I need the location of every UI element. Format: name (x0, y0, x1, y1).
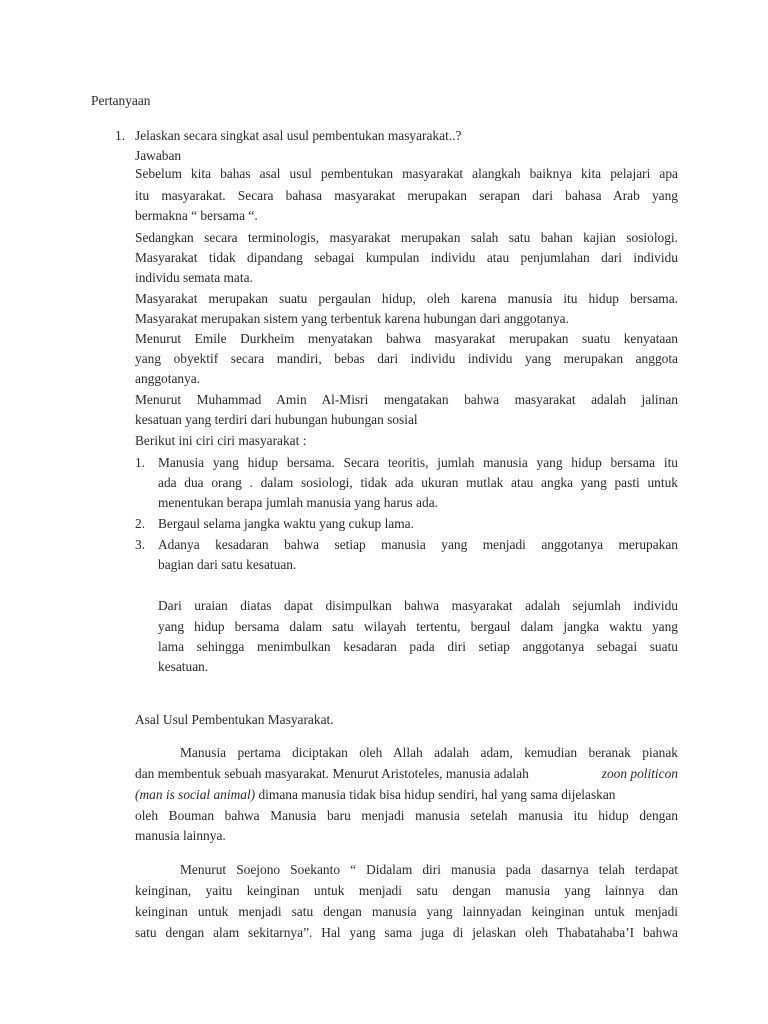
paragraph-line: keinginan untuk menjadi satu dengan manusia yang lainnyadan keinginan untuk menjadi (135, 904, 678, 919)
trait-number: 3. (135, 537, 146, 552)
paragraph-text: dimana manusia tidak bisa hidup sendiri, hal yang sama dijelaskan (255, 787, 616, 802)
answer-line: Sedangkan secara terminologis, masyarakat merupakan salah satu bahan kajian sosiologi. (135, 230, 678, 245)
trait-line: bagian dari satu kesatuan. (158, 557, 297, 572)
answer-line: Sebelum kita bahas asal usul pembentukan masyarakat alangkah baiknya kita pelajari apa (135, 166, 678, 181)
answer-line: Masyarakat merupakan suatu pergaulan hidup, oleh karena manusia itu hidup bersama. (135, 291, 678, 306)
italic-term: zoon politicon (601, 766, 678, 781)
conclusion-line: Dari uraian diatas dapat disimpulkan bahwa masyarakat adalah sejumlah individu (158, 598, 678, 613)
section-title: Asal Usul Pembentukan Masyarakat. (135, 712, 334, 727)
trait-line: Adanya kesadaran bahwa setiap manusia yang menjadi anggotanya merupakan (158, 537, 678, 552)
trait-line: Bergaul selama jangka waktu yang cukup lama. (158, 516, 414, 531)
answer-line: bermakna “ bersama “. (135, 208, 258, 223)
trait-line: ada dua orang . dalam sosiologi, tidak ada ukuran mutlak atau angka yang pasti untuk (158, 475, 678, 490)
trait-line: Manusia yang hidup bersama. Secara teoritis, jumlah manusia yang hidup bersama itu (158, 455, 678, 470)
paragraph-line (135, 785, 616, 805)
question-number: 1. (115, 128, 126, 143)
paragraph-line: Manusia pertama diciptakan oleh Allah adalah adam, kemudian beranak pianak (180, 745, 678, 760)
paragraph-line: satu dengan alam sekitarnya”. Hal yang sama juga di jelaskan oleh Thabatahaba’I bahwa (135, 925, 678, 940)
question-text: Jelaskan secara singkat asal usul pembentukan masyarakat..? (135, 128, 462, 143)
answer-line: individu semata mata. (135, 270, 253, 285)
answer-line: yang obyektif secara mandiri, bebas dari individu individu yang merupakan anggota (135, 351, 678, 366)
conclusion-line: yang hidup bersama dalam satu wilayah tertentu, bergaul dalam jangka waktu yang (158, 619, 678, 634)
paragraph-line: oleh Bouman bahwa Manusia baru menjadi manusia setelah manusia itu hidup dengan (135, 808, 678, 823)
conclusion-line: lama sehingga menimbulkan kesadaran pada diri setiap anggotanya sebagai suatu (158, 639, 678, 654)
paragraph-text: dan membentuk sebuah masyarakat. Menurut Aristoteles, manusia adalah (135, 766, 533, 781)
answer-line: kesatuan yang terdiri dari hubungan hubungan sosial (135, 412, 418, 427)
answer-line: Berikut ini ciri ciri masyarakat : (135, 433, 307, 448)
answer-line: Masyarakat merupakan sistem yang terbentuk karena hubungan dari anggotanya. (135, 311, 569, 326)
paragraph-line: manusia lainnya. (135, 828, 226, 843)
answer-label: Jawaban (135, 148, 182, 163)
paragraph-line: keinginan, yaitu keinginan untuk menjadi satu dengan manusia yang lainnya dan (135, 883, 678, 898)
trait-line: menentukan berapa jumlah manusia yang harus ada. (158, 495, 438, 510)
answer-line: Menurut Emile Durkheim menyatakan bahwa masyarakat merupakan suatu kenyataan (135, 331, 678, 346)
paragraph-line: Menurut Soejono Soekanto “ Didalam diri manusia pada dasarnya telah terdapat (180, 862, 678, 877)
paragraph-line (135, 764, 678, 784)
answer-line: anggotanya. (135, 371, 201, 386)
page-heading: Pertanyaan (91, 93, 151, 108)
italic-term: (man is social animal) (135, 787, 256, 802)
answer-line: itu masyarakat. Secara bahasa masyarakat merupakan serapan dari bahasa Arab yang (135, 188, 678, 203)
conclusion-line: kesatuan. (158, 659, 209, 674)
answer-line: Menurut Muhammad Amin Al-Misri mengatakan bahwa masyarakat adalah jalinan (135, 392, 678, 407)
trait-number: 1. (135, 455, 146, 470)
answer-line: Masyarakat tidak dipandang sebagai kumpulan individu atau penjumlahan dari individu (135, 250, 678, 265)
trait-number: 2. (135, 516, 146, 531)
